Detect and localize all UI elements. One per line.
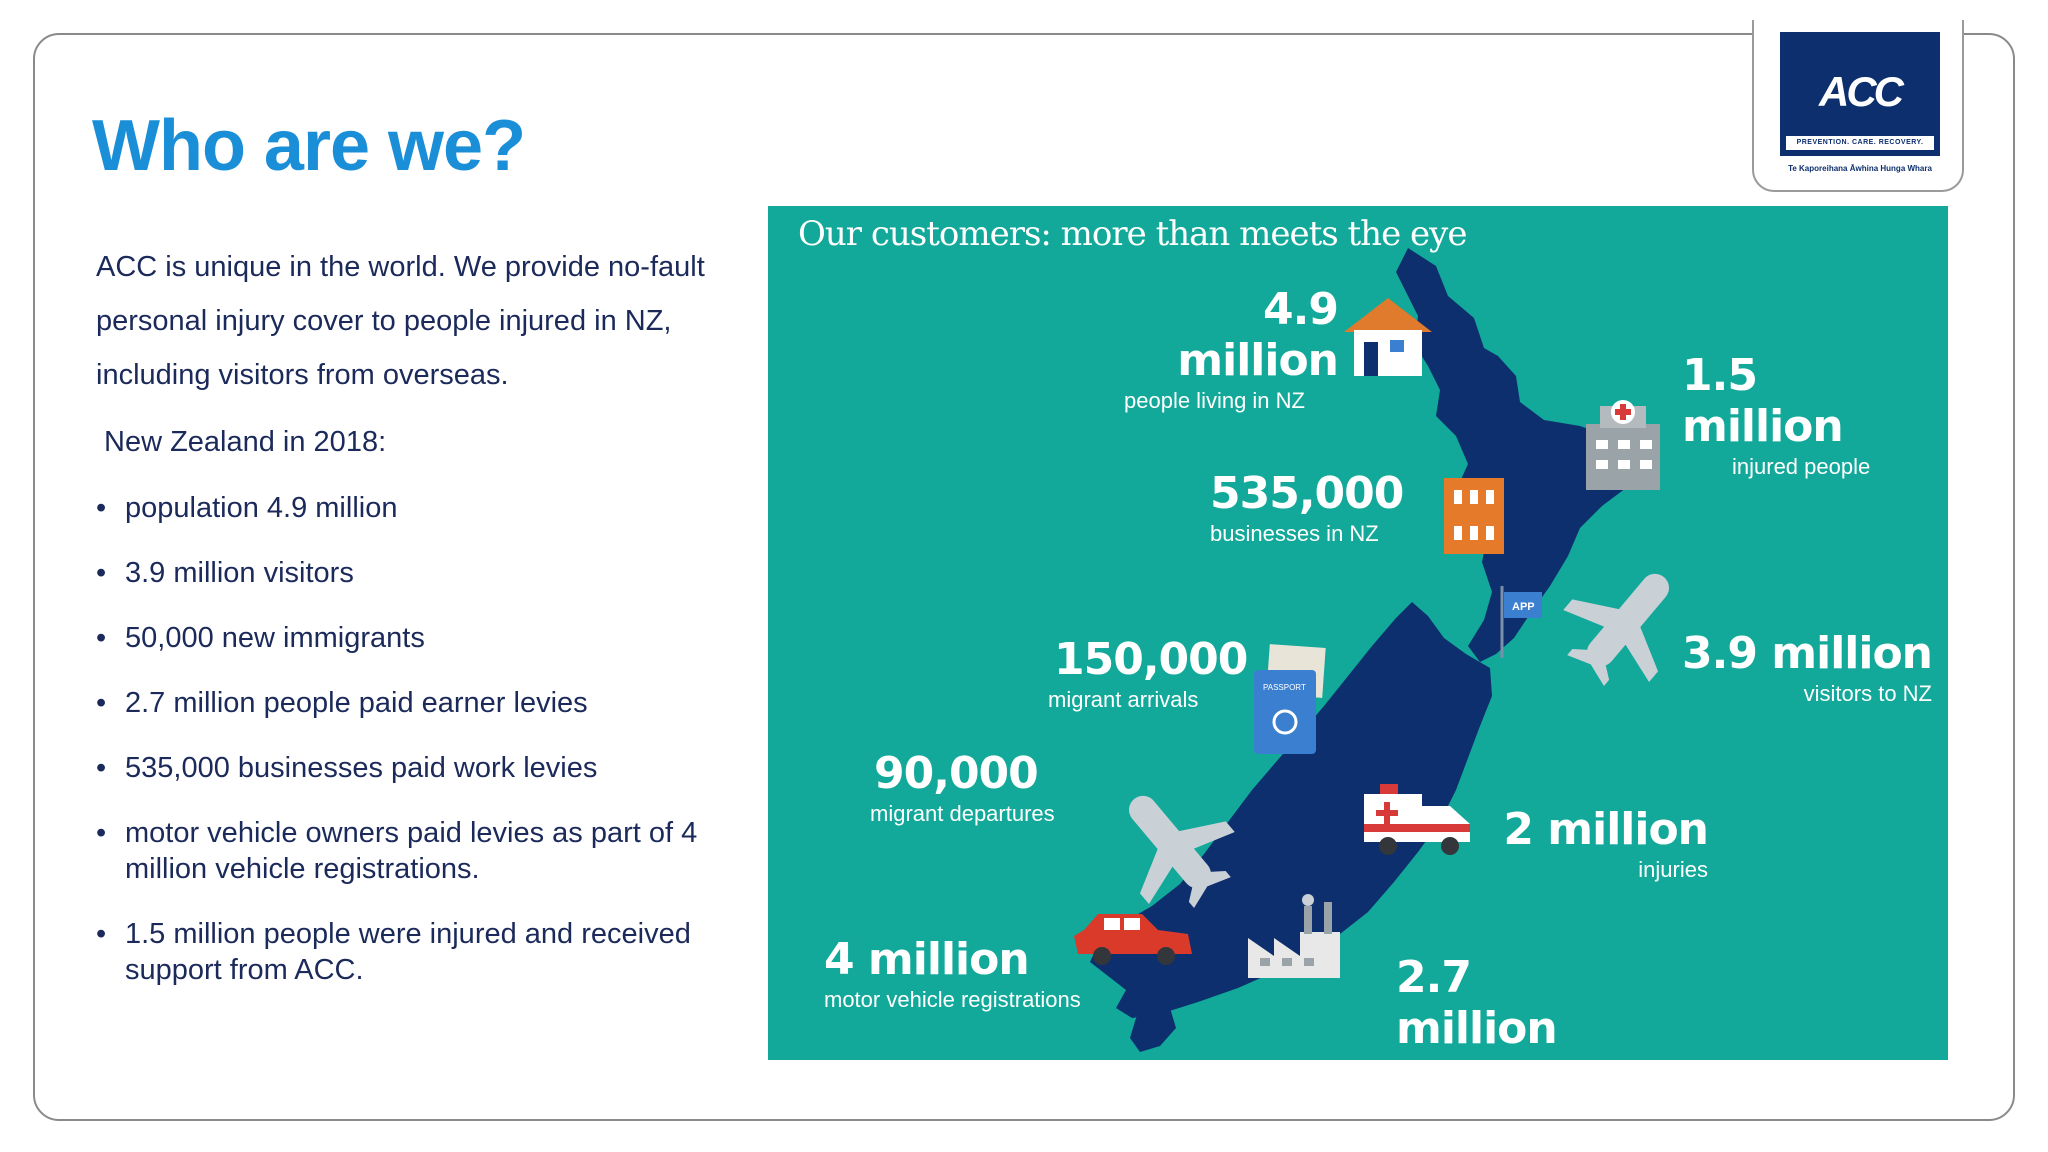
stat-injured-people [1682,350,1922,480]
page-title: Who are we? [92,106,526,186]
infographic-title: Our customers: more than meets the eye [798,214,1467,254]
list-item: • 50,000 new immigrants [96,620,736,656]
stat-label: people employed [1422,1056,1590,1081]
logo-tagline: PREVENTION. CARE. RECOVERY. [1786,136,1934,150]
stat-migrant-arrivals [1048,634,1268,713]
list-item: • 535,000 businesses paid work levies [96,750,736,786]
acc-logo [1752,20,1964,192]
stat-number: 2.7 million [1396,952,1557,1054]
customers-infographic [768,206,1948,1081]
list-item: • 1.5 million people were injured and received support from ACC. [96,916,736,988]
stat-visitors [1680,628,1932,707]
passport-label: PASSPORT [1263,683,1306,692]
stat-number: 90,000 [874,748,1038,799]
stat-number: 3.9 million [1682,628,1932,679]
stat-label: businesses in NZ [1210,521,1379,546]
stat-label: migrant arrivals [1048,687,1199,712]
stat-vehicle-registrations [824,934,1144,1013]
list-item: • 3.9 million visitors [96,555,736,591]
stat-injuries [1496,804,1708,883]
list-item: • 2.7 million people paid earner levies [96,685,736,721]
stat-number: 150,000 [1054,634,1248,685]
logo-mark [1780,32,1940,156]
list-item: • population 4.9 million [96,490,736,526]
stat-label: injuries [1638,857,1708,882]
stat-number: 2 million [1503,804,1708,855]
app-flag-label: APP [1512,601,1535,613]
stat-label: migrant departures [870,801,1055,826]
stat-label: motor vehicle registrations [824,987,1081,1012]
stat-number: 4.9 million [1177,284,1338,386]
stat-number: 1.5 million [1682,350,1843,452]
logo-wordmark: ACC [1819,68,1901,115]
stat-label: visitors to NZ [1803,681,1932,706]
stat-employed [1396,952,1636,1082]
stat-migrant-departures [870,748,1130,827]
year-heading: New Zealand in 2018: [104,426,387,458]
intro-paragraph: ACC is unique in the world. We provide no-fault personal injury cover to people injured in NZ, including visitors from overseas. [96,251,705,391]
list-item: • motor vehicle owners paid levies as part of 4 million vehicle registrations. [96,815,736,887]
stat-population [1098,284,1338,414]
facts-list [96,490,736,988]
stat-businesses [1210,468,1450,547]
stat-label: injured people [1732,454,1871,479]
hospital-icon [1586,400,1660,490]
stat-number: 4 million [824,934,1029,985]
building-icon [1444,478,1504,554]
logo-subline: Te Kaporeihana Āwhina Hunga Whara [1788,164,1932,173]
stat-label: people living in NZ [1124,388,1305,413]
stat-number: 535,000 [1210,468,1404,519]
